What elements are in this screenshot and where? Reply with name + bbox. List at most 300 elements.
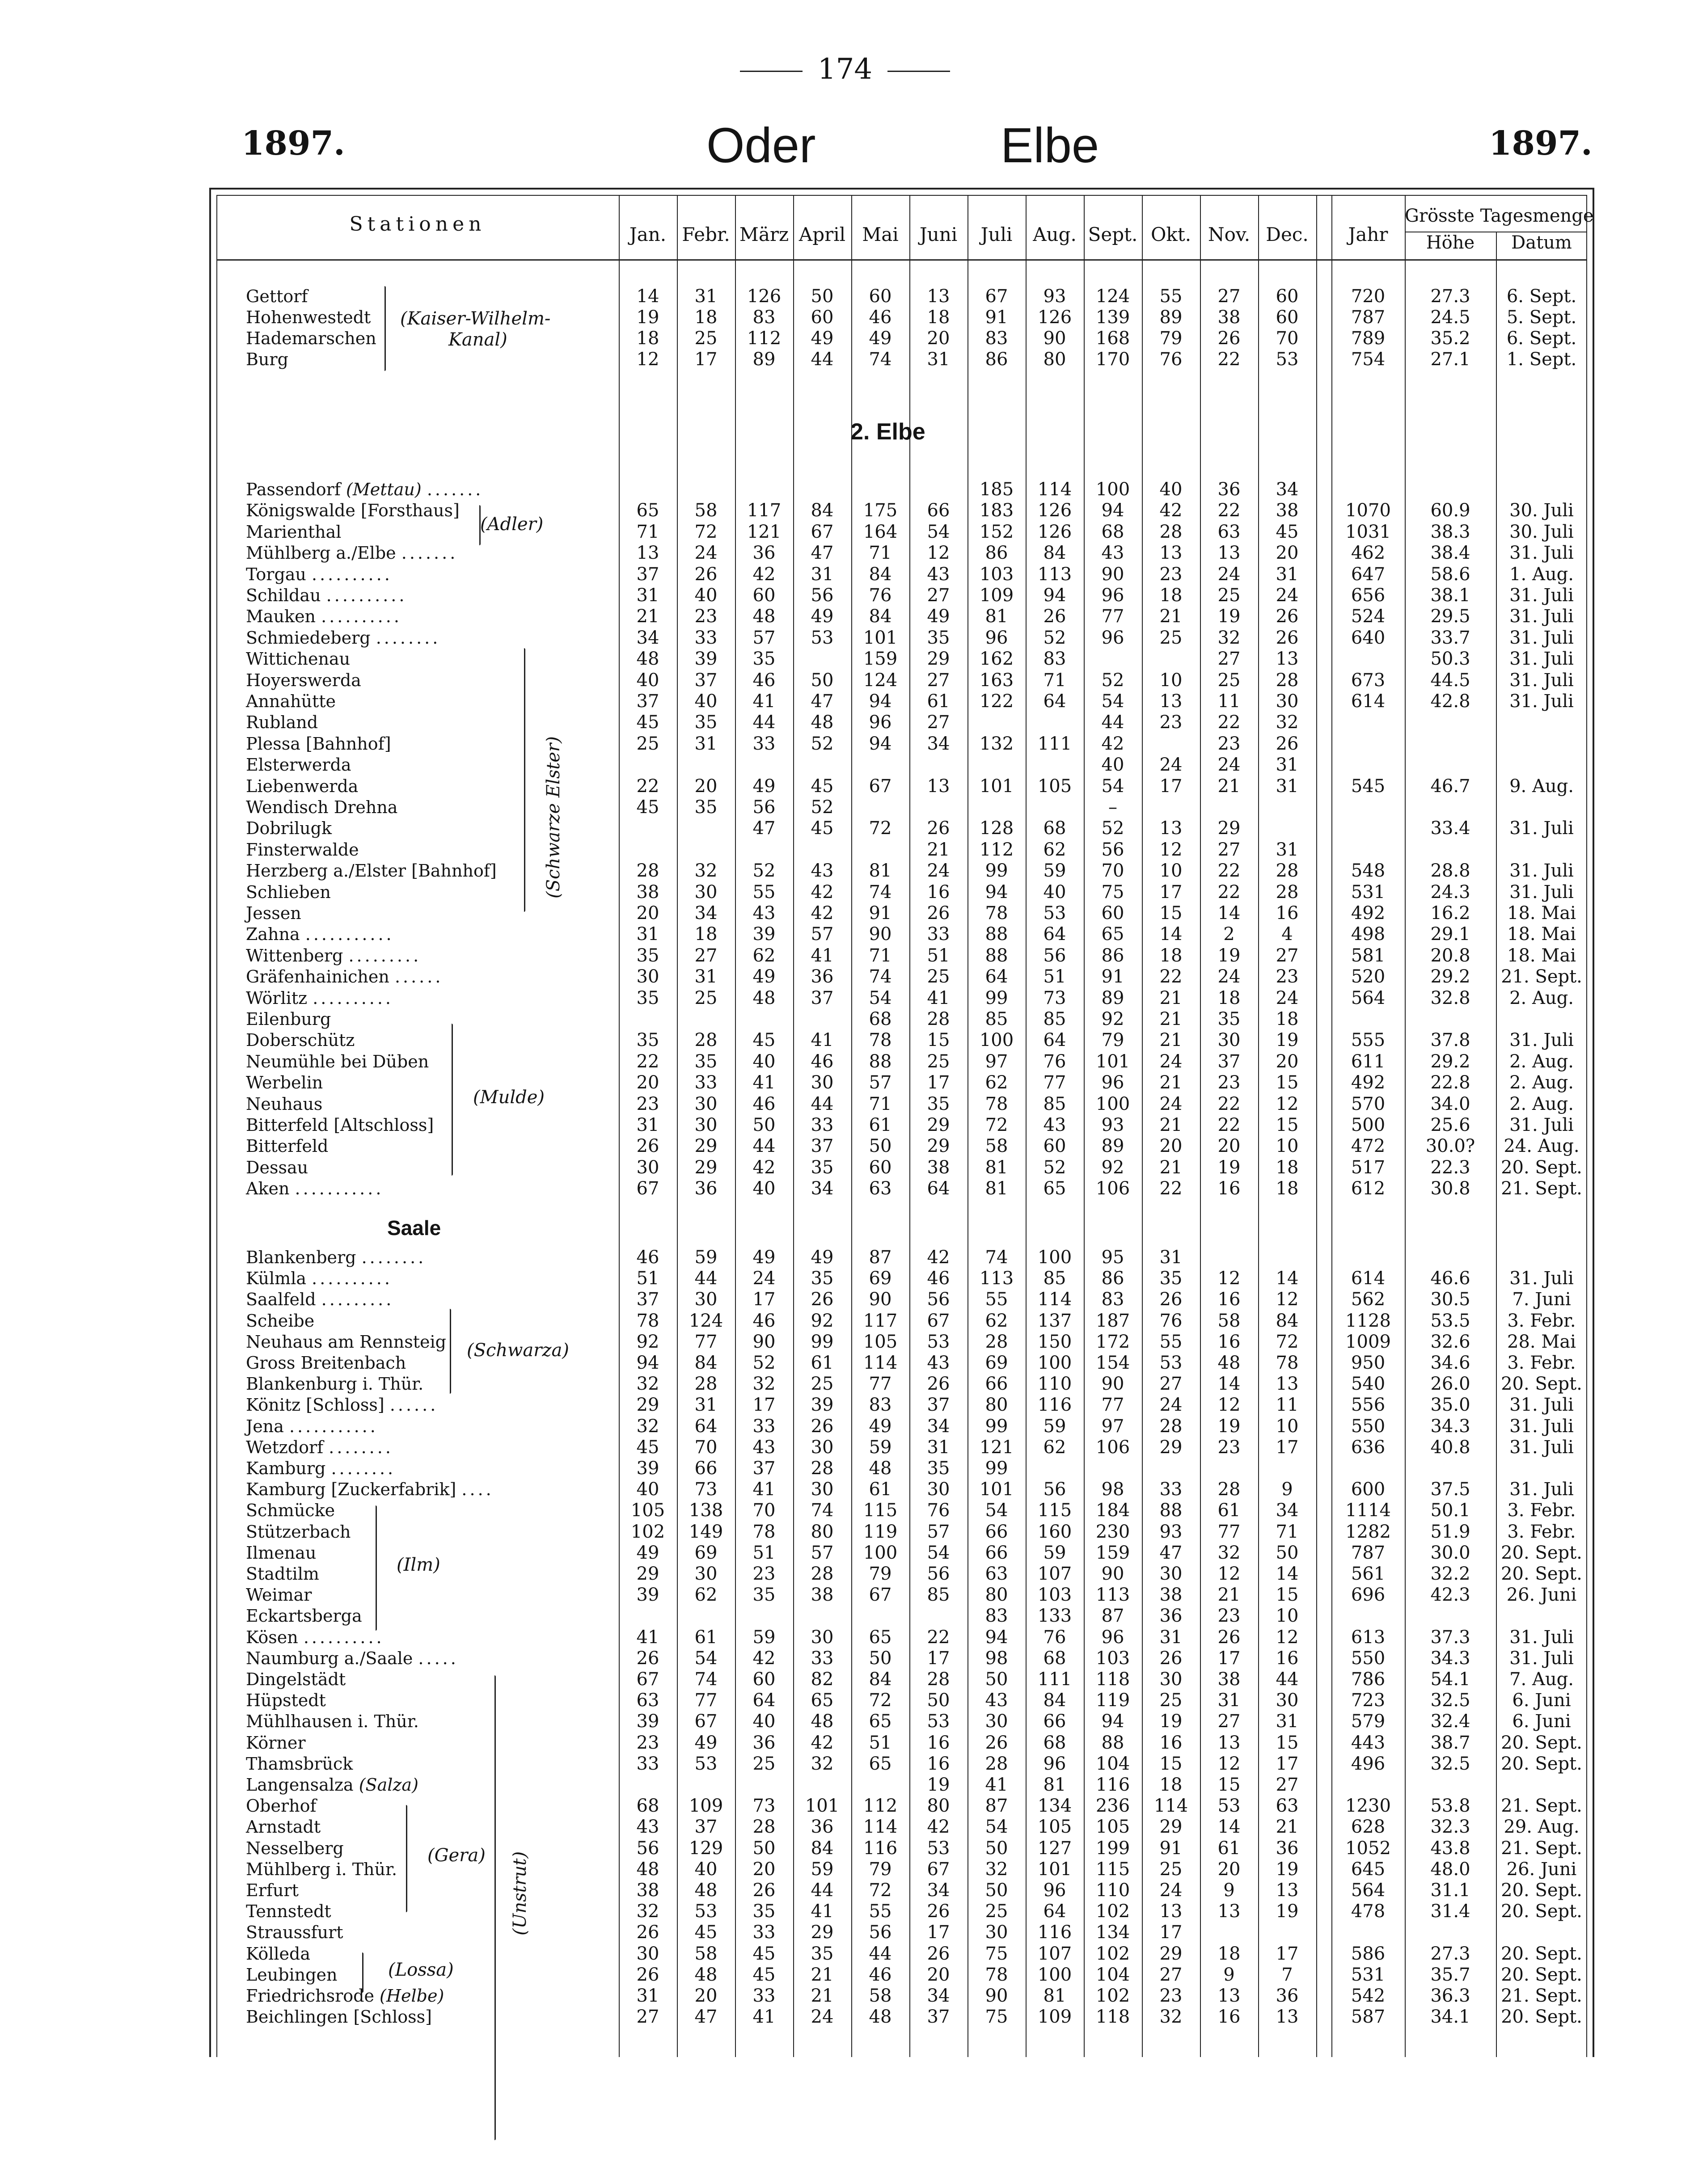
max-date: 6. Juni [1512, 1711, 1571, 1732]
month-value: 10 [1159, 860, 1183, 881]
max-date: 31. Juli [1509, 543, 1574, 564]
station-name-text: Neuhaus [246, 1094, 323, 1114]
column-header-month: Okt. [1150, 223, 1191, 245]
month-value: 115 [863, 1500, 898, 1521]
month-value: 41 [752, 691, 776, 712]
month-value: 31 [636, 1986, 659, 2006]
month-value: 22 [1217, 1093, 1241, 1114]
month-value: 35 [694, 1051, 718, 1072]
month-value: 2 [1223, 924, 1235, 945]
month-value: 94 [636, 1353, 659, 1373]
month-value: 22 [1217, 500, 1241, 521]
month-value: 53 [927, 1711, 950, 1732]
month-value: 47 [752, 818, 776, 839]
month-value: 68 [1101, 521, 1124, 542]
month-value: 11 [1276, 1395, 1299, 1416]
table-row [0, 2007, 1690, 2028]
table-row [0, 1817, 1690, 1838]
month-value: 51 [636, 1268, 659, 1289]
month-value: 30 [694, 881, 718, 902]
month-value: 66 [985, 1521, 1008, 1542]
table-row [0, 1690, 1690, 1711]
month-value: 126 [1037, 521, 1072, 542]
year-total: 645 [1351, 1859, 1386, 1880]
month-value: 14 [1276, 1268, 1299, 1289]
month-value: 67 [636, 1669, 659, 1690]
station-name [246, 1901, 331, 1922]
month-value: 91 [985, 307, 1008, 328]
station-name [246, 1051, 429, 1072]
column-header-month: Febr. [682, 223, 730, 245]
month-value: 124 [1095, 286, 1130, 307]
month-value: 10 [1276, 1136, 1299, 1157]
station-name [246, 1690, 326, 1711]
month-value: 26 [1217, 1627, 1241, 1648]
month-value: 84 [869, 564, 892, 585]
month-value: 78 [752, 1521, 776, 1542]
table-row [0, 1522, 1690, 1543]
month-value: 34 [927, 1880, 950, 1901]
month-value: 110 [1037, 1374, 1072, 1395]
month-value: 31 [694, 286, 718, 307]
month-value: 12 [1276, 1627, 1299, 1648]
month-value: 15 [1159, 903, 1183, 923]
header-year-right: 1897. [1489, 124, 1593, 163]
station-name-text: Wetzdorf [246, 1437, 324, 1457]
station-name [246, 1157, 308, 1178]
year-total: 647 [1351, 564, 1386, 585]
month-value: 93 [1043, 286, 1066, 307]
month-value: 52 [1043, 1157, 1066, 1178]
table-row [0, 543, 1690, 564]
month-value: 36 [694, 1178, 718, 1199]
month-value: 45 [752, 1964, 776, 1985]
month-value: 12 [1276, 1093, 1299, 1114]
month-value: 33 [636, 1753, 659, 1774]
month-value: 32 [752, 1374, 776, 1395]
month-value: 50 [1276, 1542, 1299, 1563]
month-value: 43 [811, 860, 834, 881]
month-value: 36 [1159, 1606, 1183, 1627]
month-value: 24 [927, 860, 950, 881]
month-value: 21 [1159, 1030, 1183, 1051]
month-value: 25 [1217, 585, 1241, 606]
year-total: 564 [1351, 1880, 1386, 1901]
max-date: 31. Juli [1509, 860, 1574, 881]
month-value: 30 [811, 1627, 834, 1648]
month-value: 22 [1159, 966, 1183, 987]
month-value: 104 [1095, 1964, 1130, 1985]
month-value: 24 [752, 1268, 776, 1289]
month-value: 30 [1159, 1564, 1183, 1584]
month-value: 96 [1101, 585, 1124, 606]
leader-dots: ........ [361, 1248, 427, 1267]
month-value: 22 [1217, 860, 1241, 881]
month-value: 71 [636, 521, 659, 542]
month-value: 77 [694, 1690, 718, 1711]
month-value: 121 [747, 521, 782, 542]
station-name-text: Schildau [246, 586, 321, 605]
month-value: 27 [1159, 1374, 1183, 1395]
month-value: 46 [636, 1247, 659, 1268]
max-date: 9. Aug. [1509, 776, 1574, 797]
max-date: 29. Aug. [1504, 1817, 1580, 1838]
station-name [246, 1965, 337, 1986]
table-row [0, 1030, 1690, 1051]
month-value: 84 [811, 1838, 834, 1859]
month-value: 40 [1101, 755, 1124, 776]
station-name-text: Zahna [246, 924, 300, 944]
month-value: 23 [636, 1732, 659, 1753]
section-saale: Saale [387, 1216, 441, 1240]
month-value: 25 [985, 1901, 1008, 1922]
month-value: 44 [1101, 712, 1124, 733]
month-value: 21 [636, 606, 659, 627]
month-value: 26 [694, 564, 718, 585]
month-value: 23 [694, 606, 718, 627]
station-name [246, 500, 460, 521]
month-value: 129 [689, 1838, 723, 1859]
month-value: 91 [869, 903, 892, 923]
month-value: 73 [694, 1479, 718, 1500]
max-date: 20. Sept. [1501, 2007, 1582, 2028]
max-date: 31. Juli [1509, 1395, 1574, 1416]
table-row [0, 1754, 1690, 1775]
month-value: 72 [869, 818, 892, 839]
month-value: 83 [869, 1395, 892, 1416]
month-value: 17 [1276, 1437, 1299, 1458]
station-name-text: Liebenwerda [246, 776, 359, 796]
month-value: 14 [636, 286, 659, 307]
month-value: 32 [1217, 627, 1241, 648]
month-value: 54 [1101, 776, 1124, 797]
month-value: 118 [1095, 1669, 1130, 1690]
month-value: 22 [927, 1627, 950, 1648]
station-name [246, 649, 350, 670]
month-value: 41 [985, 1775, 1008, 1795]
month-value: 57 [869, 1072, 892, 1093]
month-value: 13 [1217, 1986, 1241, 2006]
month-value: 32 [694, 860, 718, 881]
month-value: 97 [1101, 1416, 1124, 1437]
max-height: 29.5 [1430, 606, 1470, 627]
month-value: 16 [1217, 1289, 1241, 1310]
table-row [0, 286, 1690, 307]
month-value: 50 [811, 670, 834, 691]
month-value: 27 [1276, 945, 1299, 966]
month-value: 85 [985, 1009, 1008, 1029]
month-value: 13 [1276, 2007, 1299, 2028]
station-name-text: Finsterwalde [246, 839, 359, 860]
month-value: 88 [1101, 1732, 1124, 1753]
column-header-max-date: Datum [1511, 232, 1572, 253]
table-row [0, 1669, 1690, 1690]
month-value: 45 [752, 1030, 776, 1051]
month-value: 18 [1276, 1178, 1299, 1199]
month-value: 37 [752, 1458, 776, 1479]
station-name-text: Rubland [246, 713, 318, 733]
month-value: 35 [811, 1157, 834, 1178]
month-value: 25 [694, 987, 718, 1008]
station-name-text: Wittenberg [246, 945, 343, 966]
month-value: 54 [1101, 691, 1124, 712]
leader-dots: .... [461, 1480, 494, 1500]
month-value: 106 [1095, 1178, 1130, 1199]
month-value: 43 [1101, 543, 1124, 564]
month-value: 54 [985, 1817, 1008, 1838]
max-height: 50.1 [1430, 1500, 1470, 1521]
month-value: 17 [752, 1289, 776, 1310]
month-value: 127 [1037, 1838, 1072, 1859]
max-height: 34.3 [1430, 1648, 1470, 1669]
month-value: 16 [1217, 1331, 1241, 1352]
month-value: 31 [694, 733, 718, 754]
max-height: 34.3 [1430, 1416, 1470, 1437]
table-row [0, 1880, 1690, 1901]
year-total: 673 [1351, 670, 1386, 691]
month-value: 67 [927, 1859, 950, 1880]
max-height: 34.6 [1430, 1353, 1470, 1373]
month-value: 106 [1095, 1437, 1130, 1458]
month-value: 23 [1159, 1986, 1183, 2006]
month-value: 19 [1276, 1859, 1299, 1880]
month-value: 26 [752, 1880, 776, 1901]
station-name-text: Kösen [246, 1627, 298, 1647]
month-value: 113 [1037, 564, 1072, 585]
month-value: 33 [927, 924, 950, 945]
month-value: 132 [979, 733, 1014, 754]
month-value: 17 [1276, 1943, 1299, 1964]
year-total: 550 [1351, 1416, 1386, 1437]
month-value: 17 [694, 349, 718, 370]
max-date: 3. Febr. [1507, 1310, 1576, 1331]
month-value: 56 [1101, 839, 1124, 860]
month-value: 72 [1276, 1331, 1299, 1352]
month-value: 102 [1095, 1901, 1130, 1922]
month-value: 28 [694, 1030, 718, 1051]
month-value: 59 [1043, 1416, 1066, 1437]
month-value: 56 [869, 1922, 892, 1943]
month-value: 13 [636, 543, 659, 564]
month-value: 63 [636, 1690, 659, 1711]
month-value: 59 [694, 1247, 718, 1268]
max-height: 29.2 [1430, 1051, 1470, 1072]
table-row [0, 1648, 1690, 1669]
month-value: 61 [1217, 1838, 1241, 1859]
month-value: 72 [869, 1880, 892, 1901]
column-header-month: März [739, 223, 789, 245]
max-date: 21. Sept. [1501, 966, 1582, 987]
header-rule [216, 259, 1587, 261]
max-date: 31. Juli [1509, 1115, 1574, 1135]
month-value: 80 [927, 1796, 950, 1817]
month-value: 67 [869, 1585, 892, 1606]
max-height: 22.8 [1430, 1072, 1470, 1093]
month-value: 31 [811, 564, 834, 585]
max-height: 48.0 [1430, 1859, 1470, 1880]
section-elbe: 2. Elbe [850, 419, 925, 445]
month-value: 67 [636, 1178, 659, 1199]
month-value: 29 [927, 1136, 950, 1157]
month-value: 30 [985, 1922, 1008, 1943]
month-value: 56 [752, 797, 776, 818]
station-name-text: Könitz [Schloss] [246, 1395, 384, 1415]
month-value: 126 [1037, 500, 1072, 521]
month-value: 64 [1043, 1901, 1066, 1922]
month-value: 138 [689, 1500, 723, 1521]
table-row [0, 1733, 1690, 1754]
station-name-text: Saalfeld [246, 1290, 316, 1310]
year-total: 696 [1351, 1585, 1386, 1606]
column-header-stations: Stationen [349, 213, 486, 236]
month-value: 23 [1276, 966, 1299, 987]
max-date: 31. Juli [1509, 649, 1574, 670]
month-value: 163 [979, 670, 1014, 691]
month-value: 114 [863, 1817, 898, 1838]
station-name-text: Hoyerswerda [246, 670, 361, 690]
month-value: 21 [927, 839, 950, 860]
table-row [0, 1416, 1690, 1437]
table-row [0, 1711, 1690, 1732]
max-date: 1. Aug. [1509, 564, 1574, 585]
month-value: 10 [1159, 670, 1183, 691]
month-value: 54 [869, 987, 892, 1008]
month-value: 37 [927, 2007, 950, 2028]
month-value: 50 [869, 1136, 892, 1157]
month-value: 63 [869, 1178, 892, 1199]
max-height: 33.4 [1430, 818, 1470, 839]
leader-dots: .......... [312, 1269, 393, 1289]
year-total: 562 [1351, 1289, 1386, 1310]
month-value: 46 [752, 1310, 776, 1331]
month-value: 113 [1095, 1585, 1130, 1606]
month-value: 83 [752, 307, 776, 328]
month-value: 90 [869, 924, 892, 945]
station-name-text: Nesselberg [246, 1838, 344, 1858]
month-value: 60 [1043, 1136, 1066, 1157]
month-value: 29 [1217, 818, 1241, 839]
station-name-text: Wörlitz [246, 988, 308, 1008]
month-value: 54 [927, 521, 950, 542]
brace-label-mulde: (Mulde) [473, 1087, 545, 1108]
month-value: 79 [869, 1859, 892, 1880]
month-value: 53 [1159, 1353, 1183, 1373]
month-value: 84 [1043, 543, 1066, 564]
month-value: 18 [1159, 1775, 1183, 1795]
month-value: 24 [1159, 1051, 1183, 1072]
month-value: 26 [1276, 606, 1299, 627]
month-value: 122 [979, 691, 1014, 712]
month-value: 31 [1276, 1711, 1299, 1732]
month-value: 28 [811, 1458, 834, 1479]
month-value: 42 [811, 903, 834, 923]
month-value: 86 [985, 543, 1008, 564]
station-name-text: Hohenwestedt [246, 308, 371, 327]
month-value: 28 [1159, 1416, 1183, 1437]
station-river-note: (Salza) [359, 1775, 418, 1795]
max-date: 18. Mai [1507, 903, 1576, 923]
brace-label-kaiser-2: Kanal) [448, 329, 507, 350]
column-header-month: Sept. [1088, 223, 1138, 245]
month-value: 28 [1276, 670, 1299, 691]
table-row [0, 1543, 1690, 1564]
station-name-text: Hüpstedt [246, 1691, 326, 1711]
table-row [0, 1353, 1690, 1374]
year-total: 587 [1351, 2007, 1386, 2028]
table-row [0, 1922, 1690, 1943]
month-value: 29 [927, 649, 950, 670]
month-value: 27 [927, 670, 950, 691]
month-value: 20 [1217, 1859, 1241, 1880]
month-value: 137 [1037, 1310, 1072, 1331]
month-value: 35 [752, 1901, 776, 1922]
table-row [0, 966, 1690, 987]
year-total: 498 [1351, 924, 1386, 945]
month-value: 26 [927, 1943, 950, 1964]
year-total: 786 [1351, 1669, 1386, 1690]
year-total: 614 [1351, 691, 1386, 712]
table-row [0, 818, 1690, 839]
table-row [0, 903, 1690, 924]
year-total: 545 [1351, 776, 1386, 797]
month-value: 74 [869, 349, 892, 370]
month-value: 139 [1095, 307, 1130, 328]
leader-dots: ........ [329, 1437, 393, 1457]
station-name-text: Dessau [246, 1157, 308, 1177]
month-value: 27 [1217, 839, 1241, 860]
month-value: 63 [1217, 521, 1241, 542]
month-value: 56 [811, 585, 834, 606]
month-value: 93 [1159, 1521, 1183, 1542]
month-value: 66 [985, 1374, 1008, 1395]
month-value: 20 [927, 328, 950, 349]
station-name-text: Leubingen [246, 1965, 338, 1985]
month-value: 28 [636, 860, 659, 881]
station-name [246, 755, 351, 776]
month-value: 26 [1159, 1289, 1183, 1310]
station-name-text: Mühlhausen i. Thür. [246, 1712, 419, 1732]
month-value: 53 [927, 1838, 950, 1859]
table-row [0, 924, 1690, 945]
month-value: 75 [985, 2007, 1008, 2028]
month-value: 65 [636, 500, 659, 521]
month-value: 19 [1217, 606, 1241, 627]
month-value: 33 [1159, 1479, 1183, 1500]
month-value: 53 [1043, 903, 1066, 923]
year-total: 1052 [1345, 1838, 1391, 1859]
max-height: 46.6 [1430, 1268, 1470, 1289]
month-value: 77 [1043, 1072, 1066, 1093]
month-value: 48 [869, 1458, 892, 1479]
month-value: 77 [1101, 1395, 1124, 1416]
month-value: 85 [1043, 1268, 1066, 1289]
month-value: 71 [869, 945, 892, 966]
month-value: 49 [811, 1247, 834, 1268]
table-row [0, 522, 1690, 543]
header-title-oder: Oder [706, 118, 816, 173]
month-value: 25 [1159, 1859, 1183, 1880]
month-value: 27 [694, 945, 718, 966]
month-value: 50 [752, 1838, 776, 1859]
month-value: 21 [811, 1964, 834, 1985]
station-name-text: Blankenberg [246, 1248, 356, 1267]
month-value: 53 [694, 1753, 718, 1774]
month-value: 33 [752, 1922, 776, 1943]
month-value: 15 [927, 1030, 950, 1051]
month-value: 14 [1159, 924, 1183, 945]
max-height: 26.0 [1430, 1374, 1470, 1395]
month-value: 25 [1159, 627, 1183, 648]
